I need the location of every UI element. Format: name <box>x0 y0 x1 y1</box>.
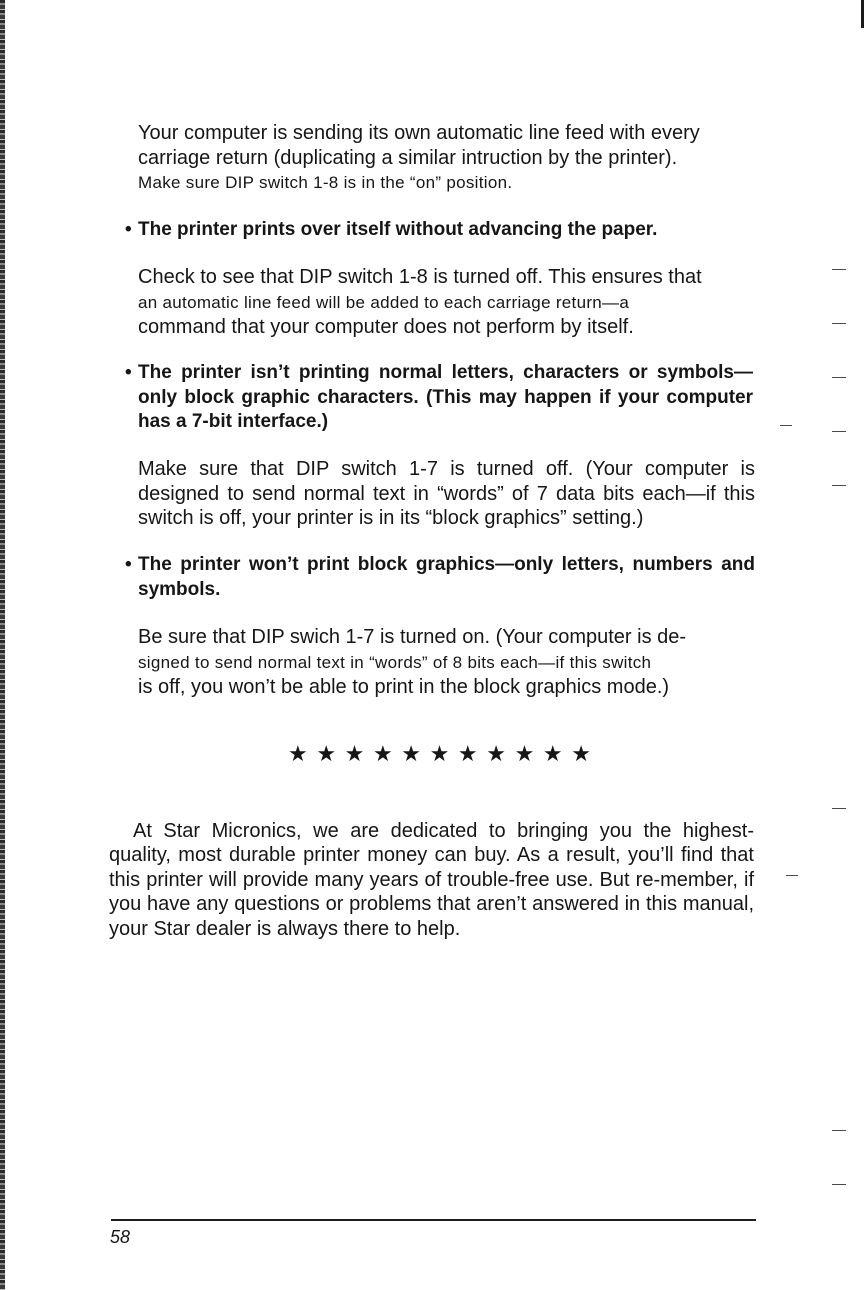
section-body <box>138 625 755 700</box>
margin-tick <box>832 323 846 324</box>
section-body-line: Be sure that DIP swich 1-7 is turned on. (Your computer is de- <box>138 626 687 648</box>
section-heading <box>125 553 755 602</box>
section-heading-text: The printer won’t print block graphics—only letters, numbers and symbols. <box>138 554 755 600</box>
star-separator: ★★★★★★★★★★★ <box>288 741 600 766</box>
footer-rule <box>111 1219 756 1221</box>
section-heading-text: The printer prints over itself without advancing the paper. <box>138 219 658 240</box>
bullet: • <box>125 362 132 383</box>
margin-tick <box>832 1184 846 1185</box>
page-number: 58 <box>110 1227 131 1247</box>
section-body <box>138 457 755 531</box>
section-body-line: is off, you won’t be able to print in the block graphics mode.) <box>138 676 670 698</box>
intro-line: Your computer is sending its own automatic line feed with every <box>138 122 700 144</box>
closing-paragraph: At Star Micronics, we are dedicated to bringing you the highest-quality, most durable printer money can buy. As a result, you’ll find that this printer will provide many years of trouble-free use. But re-member, if you have any questions or problems that aren’t answered in this manual, your Star dealer is always there to help. <box>109 820 754 940</box>
margin-tick <box>832 431 846 432</box>
section-body-line: an automatic line feed will be added to each carriage return—a <box>138 292 630 312</box>
margin-tick <box>832 269 846 270</box>
margin-tick <box>832 808 846 809</box>
bullet: • <box>125 219 132 240</box>
section-body-line: command that your computer does not perform by itself. <box>138 316 634 338</box>
intro-line: Make sure DIP switch 1-8 is in the “on” position. <box>138 173 513 192</box>
margin-tick <box>780 425 792 426</box>
margin-tick <box>832 377 846 378</box>
section-body <box>138 265 755 340</box>
margin-tick <box>832 485 846 486</box>
section-heading-text: The printer isn’t printing normal letters, characters or symbols—only block graphic characters. (This may happen if your computer has a 7-bit interface.) <box>138 362 753 432</box>
section-body-line: signed to send normal text in “words” of 8 bits each—if this switch <box>138 652 652 672</box>
section-body-line: Check to see that DIP switch 1-8 is turned off. This ensures that <box>138 266 702 288</box>
bullet: • <box>125 554 132 575</box>
margin-tick <box>832 1130 846 1131</box>
section-heading <box>125 361 753 435</box>
intro-paragraph <box>138 121 755 196</box>
section-body-text: Make sure that DIP switch 1-7 is turned off. (Your computer is designed to send normal text in “words” of 7 data bits each—if this switch is off, your printer is in its “block graphics” setting.) <box>138 458 755 529</box>
margin-tick <box>786 875 798 876</box>
intro-line: carriage return (duplicating a similar intruction by the printer). <box>138 146 678 169</box>
section-heading <box>125 218 755 243</box>
scan-edge-left <box>0 0 5 1290</box>
